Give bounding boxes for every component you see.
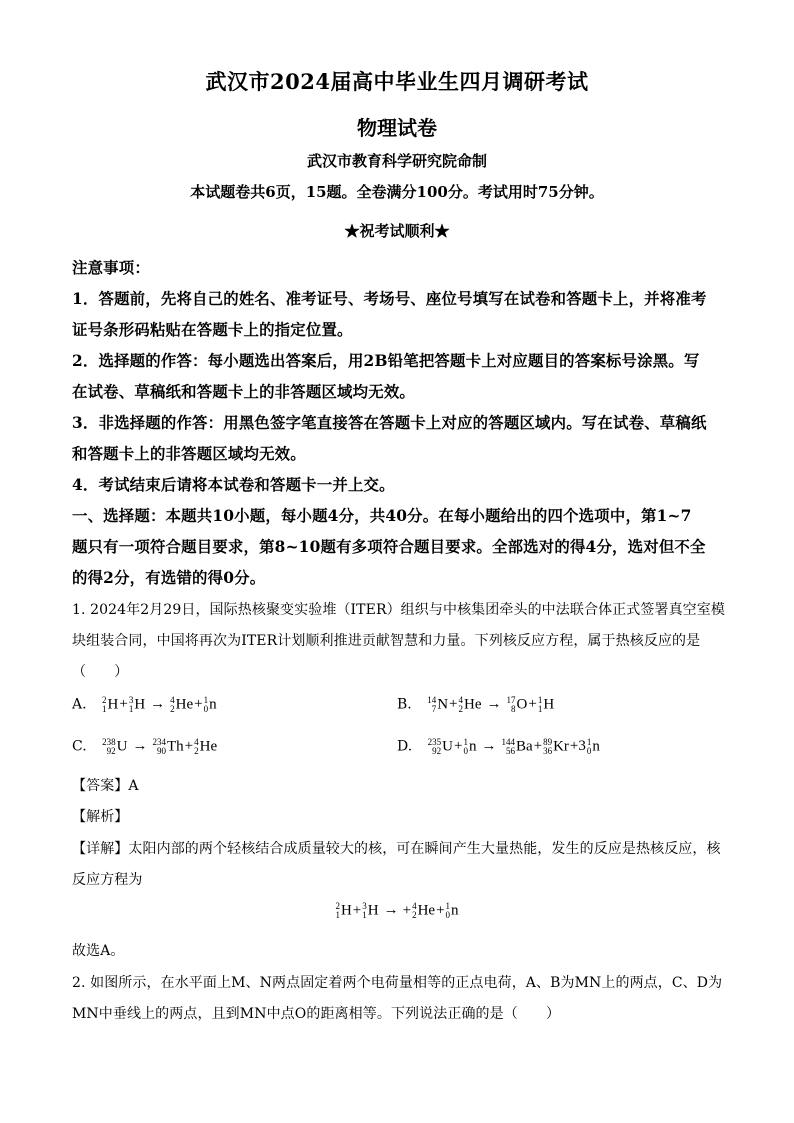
q1-line3: （ ）: [72, 664, 129, 680]
nuclide: 235 92 U: [427, 737, 453, 756]
nuclide: 4 2 He: [458, 695, 482, 714]
q1-answer: 【答案】A: [72, 778, 139, 794]
nuclide: 2 1 H: [335, 901, 352, 920]
nuclide: 14 7 N: [427, 695, 449, 714]
q1-line2: 块组装合同，中国将再次为ITER计划顺利推进贡献智慧和力量。下列核反应方程，属于热核反应的是: [72, 633, 701, 649]
exam-info: 本试题卷共6页，15题。全卷满分100分。考试用时75分钟。: [190, 183, 604, 201]
notice-item-3-line1: 3．非选择题的作答：用黑色签字笔直接答在答题卡上对应的答题区域内。写在试卷、草稿纸: [72, 414, 707, 432]
nuclide: 238 92 U: [102, 737, 128, 756]
nuclide: 4 2 He: [194, 737, 218, 756]
section1-line2: 题只有一项符合题目要求，第8~10题有多项符合题目要求。全部选对的得4分，选对但不全: [72, 538, 706, 556]
option-a-label: A.: [72, 696, 87, 713]
nuclide: 144 56 Ba: [501, 737, 533, 756]
q1-analysis: 【解析】: [72, 809, 129, 825]
q1-option-d[interactable]: [397, 738, 601, 756]
option-d-equation: 235 92 U+ 1 0 n → 144 56 Ba+ 89 36 Kr+3 1 0 n: [427, 737, 600, 756]
notice-item-4: 4．考试结束后请将本试卷和答题卡一并上交。: [72, 476, 395, 494]
option-c-equation: 238 92 U → 234 90 Th+ 4 2 He: [102, 737, 218, 756]
exam-subject: 物理试卷: [357, 116, 437, 140]
nuclide: 4 2 He: [412, 901, 436, 920]
nuclide: 4 2 He: [170, 695, 194, 714]
exam-title: 武汉市2024届高中毕业生四月调研考试: [205, 69, 589, 94]
q1-option-a[interactable]: [72, 696, 218, 714]
exam-issuer: 武汉市教育科学研究院命制: [306, 152, 487, 170]
nuclide: 1 0 n: [445, 901, 459, 920]
option-c-label: C.: [72, 738, 87, 755]
nuclide: 1 0 n: [203, 695, 217, 714]
section1-line1: 一、选择题：本题共10小题，每小题4分，共40分。在每小题给出的四个选项中，第1~7: [72, 507, 692, 525]
notice-item-3-line2: 和答题卡上的非答题区域均无效。: [72, 445, 306, 463]
nuclide: 1 0 n: [586, 737, 600, 756]
nuclide: 89 36 Kr: [543, 737, 569, 756]
q1-detail-line2: 反应方程为: [72, 872, 143, 888]
notice-item-2-line1: 2．选择题的作答：每小题选出答案后，用2B铅笔把答题卡上对应题目的答案标号涂黑。写: [72, 352, 700, 370]
notice-item-2-line2: 在试卷、草稿纸和答题卡上的非答题区域均无效。: [72, 383, 415, 401]
q1-detail-line1: 【详解】太阳内部的两个轻核结合成质量较大的核，可在瞬间产生大量热能，发生的反应是热核反应，核: [72, 841, 721, 857]
q2-line1: 2. 如图所示，在水平面上M、N两点固定着两个电荷量相等的正点电荷，A、B为MN上的两点，C、D为: [72, 975, 723, 991]
nuclide: 1 0 n: [463, 737, 477, 756]
q1-option-c[interactable]: [72, 738, 218, 756]
nuclide: 17 8 O: [506, 695, 528, 714]
nuclide: 3 1 H: [362, 901, 379, 920]
notice-item-1-line1: 1．答题前，先将自己的姓名、准考证号、考场号、座位号填写在试卷和答题卡上，并将准考: [72, 290, 707, 308]
nuclide: 3 1 H: [128, 695, 146, 714]
notice-heading: 注意事项：: [72, 259, 150, 277]
q1-option-b[interactable]: [397, 696, 555, 714]
q1-conclusion: 故选A。: [72, 943, 125, 959]
nuclide: 2 1 H: [102, 695, 119, 714]
option-a-equation: 2 1 H+ 3 1 H → 4 2 He+ 1 0 n: [102, 695, 217, 714]
section1-line3: 的得2分，有选错的得0分。: [72, 569, 266, 587]
option-d-label: D.: [397, 738, 413, 755]
notice-item-1-line2: 证号条形码粘贴在答题卡上的指定位置。: [72, 321, 353, 339]
exam-wish: ★祝考试顺利★: [344, 222, 450, 240]
q1-line1: 1. 2024年2月29日，国际热核聚变实验堆（ITER）组织与中核集团牵头的中法联合体正式签署真空室模: [72, 602, 725, 618]
option-b-equation: 14 7 N+ 4 2 He → 17 8 O+ 1 1 H: [427, 695, 555, 714]
nuclide: 1 1 H: [537, 695, 555, 714]
nuclide: 234 90 Th: [152, 737, 184, 756]
option-b-label: B.: [397, 696, 412, 713]
q1-solution-equation: 2 1 H+ 3 1 H → + 4 2 He+ 1 0 n: [335, 901, 459, 920]
q2-line2: MN中垂线上的两点，且到MN中点O的距离相等。下列说法正确的是（ ）: [72, 1006, 561, 1022]
